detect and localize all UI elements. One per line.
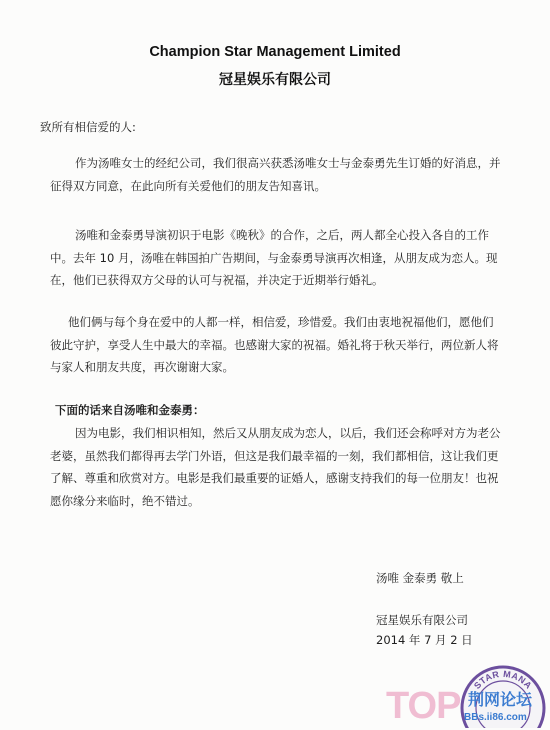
paragraph-line: 彼此守护，享受人生中最大的幸福。也感谢大家的祝福。婚礼将于秋天举行，两位新人将	[50, 337, 499, 352]
paragraph-line: 中。去年 10 月，汤唯在韩国拍广告期间，与金泰勇导演再次相逢，从朋友成为恋人。现	[50, 250, 498, 265]
paragraph-announcement	[50, 152, 501, 197]
paragraph-blessing	[50, 311, 499, 379]
paragraph-background	[50, 224, 497, 292]
watermark-url: BBs.ii86.com	[464, 712, 527, 723]
signature-signers: 汤唯 金泰勇 敬上	[376, 571, 464, 585]
watermark-logo: TOP	[386, 685, 461, 727]
paragraph-line: 老婆，虽然我们都得再去学门外语，但这是我们最幸福的一刻，我们都相信，这让我们更	[50, 448, 499, 463]
paragraph-couple-message	[50, 422, 501, 512]
paragraph-line: 在，他们已获得双方父母的认可与祝福，并决定于近期举行婚礼。	[50, 273, 384, 287]
salutation: 致所有相信爱的人:	[40, 120, 136, 134]
paragraph-line: 作为汤唯女士的经纪公司，我们很高兴获悉汤唯女士与金泰勇先生订婚的好消息，并	[75, 156, 501, 170]
paragraph-line: 征得双方同意，在此向所有关爱他们的朋友告知喜讯。	[50, 178, 326, 193]
watermark-site-name: 荆网论坛	[468, 690, 533, 709]
paragraph-line: 他们俩与每个身在爱中的人都一样，相信爱，珍惜爱。我们由衷地祝福他们，愿他们	[68, 315, 494, 329]
paragraph-line: 愿你缘分来临时，绝不错过。	[50, 493, 200, 508]
quote-heading: 下面的话来自汤唯和金泰勇：	[55, 403, 205, 417]
company-name-english: Champion Star Management Limited	[149, 44, 401, 60]
stamp-text: STAR MANA	[472, 668, 534, 691]
paragraph-line: 因为电影，我们相识相知，然后又从朋友成为恋人，以后，我们还会称呼对方为老公	[75, 426, 501, 440]
signature-date: 2014 年 7 月 2 日	[376, 633, 473, 647]
paragraph-line: 汤唯和金泰勇导演初识于电影《晚秋》的合作，之后，两人都全心投入各自的工作	[75, 228, 489, 242]
paragraph-line: 了解、尊重和欣赏对方。电影是我们最重要的证婚人，感谢支持我们的每一位朋友！也祝	[50, 471, 499, 485]
company-name-chinese: 冠星娱乐有限公司	[219, 72, 331, 88]
paragraph-line: 与家人和朋友共度，再次谢谢大家。	[50, 360, 234, 374]
signature-company: 冠星娱乐有限公司	[376, 613, 468, 627]
